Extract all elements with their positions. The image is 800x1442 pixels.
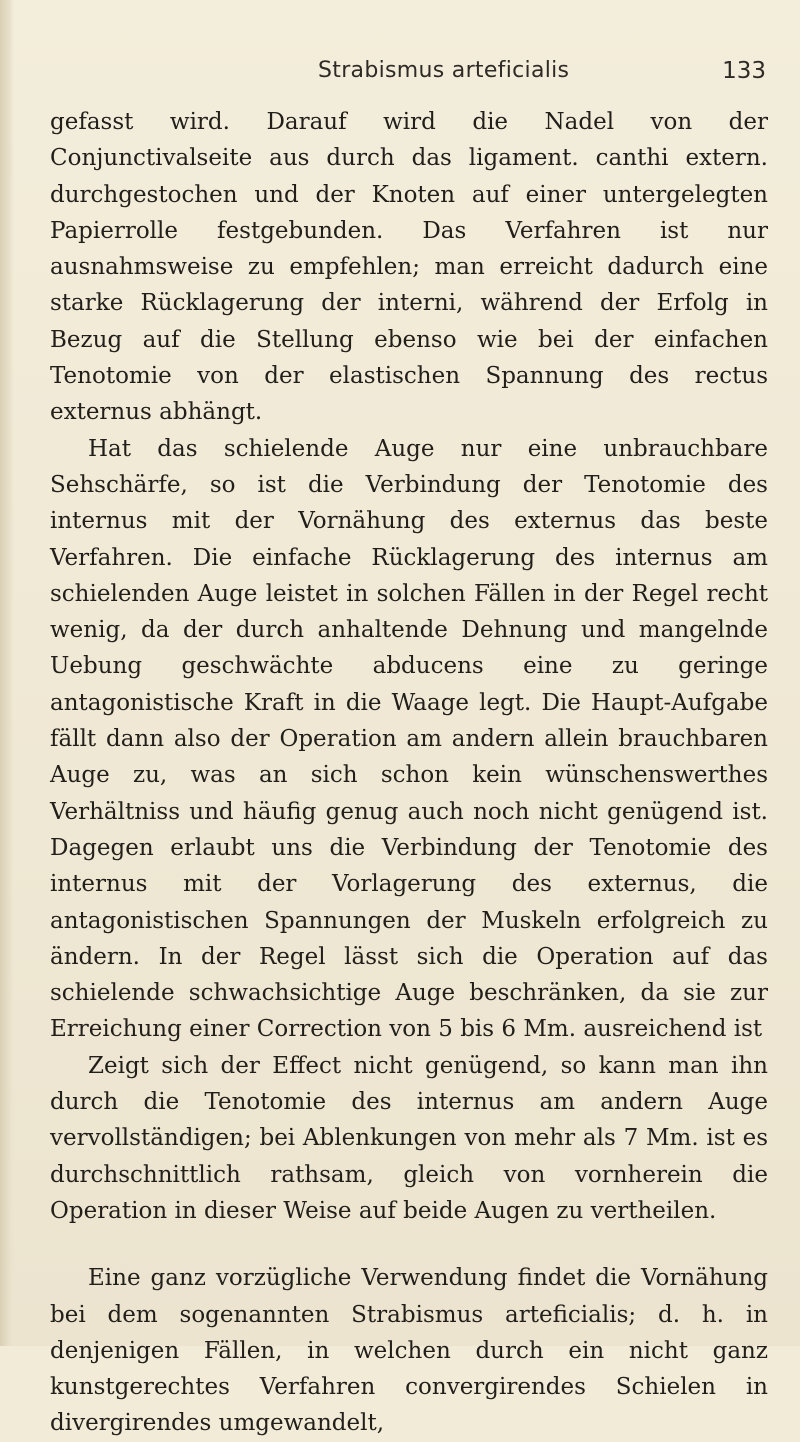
page-edge-shadow <box>0 0 14 1346</box>
page-header <box>0 58 800 94</box>
page-number: 133 <box>722 58 766 84</box>
paragraph-1: gefasst wird. Darauf wird die Nadel von der Conjunctivalseite aus durch das ligament. canthi extern. durchgestochen und der Knoten auf einer untergelegten Papierrolle festgebunden. Das Verfahren ist nur ausnahmsweise zu empfehlen; man erreicht dadurch eine starke Rücklagerung der interni, während der Erfolg in Bezug auf die Stellung ebenso wie bei der einfachen Tenotomie von der elastischen Spannung des rectus externus abhängt. <box>50 109 768 426</box>
paragraph-4: Eine ganz vorzügliche Verwendung findet die Vornähung bei dem sogenannten Strabismus arteficialis; d. h. in denjenigen Fällen, in welchen durch ein nicht ganz kunstgerechtes Verfahren convergirendes Schielen in divergirendes umgewandelt, <box>50 1265 768 1437</box>
paragraph-3: Zeigt sich der Effect nicht genügend, so kann man ihn durch die Tenotomie des internus am andern Auge vervollständigen; bei Ablenkungen von mehr als 7 Mm. ist es durchschnittlich rathsam, gleich von vornherein die Operation in dieser Weise auf beide Augen zu vertheilen. <box>50 1052 768 1224</box>
running-title: Strabismus arteficialis <box>318 58 570 83</box>
paragraph-2: Hat das schielende Auge nur eine unbrauchbare Sehschärfe, so ist die Verbindung der Tenotomie des internus mit der Vornähung des externus das beste Verfahren. Die einfache Rücklagerung des internus am schielenden Auge leistet in solchen Fällen in der Regel recht wenig, da der durch anhaltende Dehnung und mangelnde Uebung geschwächte abducens eine zu geringe antagonistische Kraft in die Waage legt. Die Haupt-Aufgabe fällt dann also der Operation am andern allein brauchbaren Auge zu, was an sich schon kein wünschenswerthes Verhältniss und häufig genug auch noch nicht genügend ist. Dagegen erlaubt uns die Verbindung der Tenotomie des internus mit der Vorlagerung des externus, die antagonistischen Spannungen der Muskeln erfolgreich zu ändern. In der Regel lässt sich die Operation auf das schielende schwachsichtige Auge beschränken, da sie zur Erreichung einer Correction von 5 bis 6 Mm. ausreichend ist <box>50 435 768 1043</box>
body-text <box>50 104 768 1442</box>
